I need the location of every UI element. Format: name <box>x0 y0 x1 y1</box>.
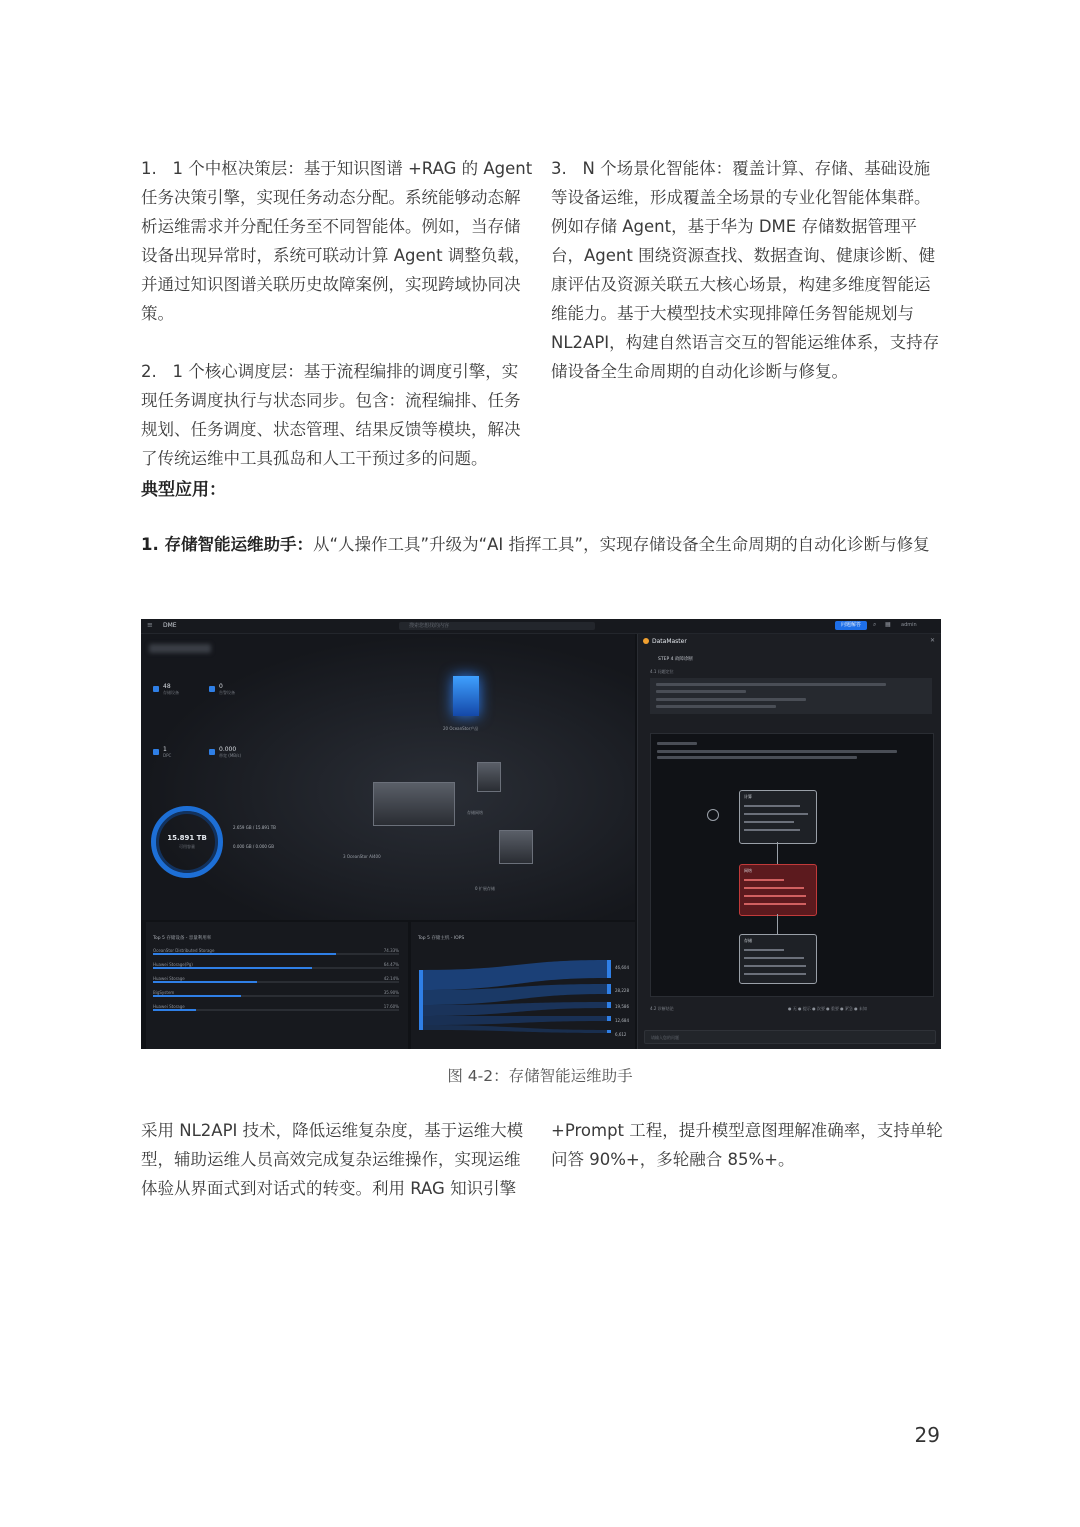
datamaster-logo-icon <box>643 638 649 644</box>
iops-sankey <box>417 950 617 1040</box>
top5-storage-panel <box>146 922 408 1049</box>
metric-alerts: 0 告警设备 <box>219 683 235 695</box>
metric-dpc: 1 DPC <box>163 746 172 758</box>
storage-node[interactable]: 存储 <box>739 934 817 984</box>
dpc-icon <box>153 749 159 755</box>
menu-icon[interactable]: ≡ <box>147 621 153 629</box>
application-text: 从“人操作工具”升级为“AI 指挥工具”，实现存储设备全生命周期的自动化诊断与修复 <box>313 535 930 554</box>
network-node-alert[interactable]: 网络 <box>739 864 817 916</box>
datamaster-title: DataMaster <box>652 638 687 645</box>
diagnosis-flow <box>650 733 934 997</box>
topology-tag-2: 存储网络 <box>467 810 483 815</box>
topology-tag-3: 3 OceanStor AI400 <box>343 854 381 859</box>
capacity-value: 15.891 TB <box>167 834 207 842</box>
app-name: DME <box>163 622 177 629</box>
application-lead: 1. 存储智能运维助手： <box>141 535 313 554</box>
paragraph-prompt: +Prompt 工程，提升模型意图理解准确率，支持单轮问答 90%+，多轮融合 85%+。 <box>551 1121 943 1169</box>
diagnosis-summary <box>650 678 932 714</box>
page-number: 29 <box>914 1423 940 1447</box>
search-input[interactable]: 搜索您想找的内容 <box>399 622 595 630</box>
top5-storage-title: Top 5 存储设备 - 容量利用率 <box>153 936 212 941</box>
capacity-label: 可用容量 <box>179 844 195 849</box>
datamaster-panel <box>637 634 941 1049</box>
top5-host-panel <box>411 922 635 1049</box>
storage-bar-row[interactable]: OceanStor Distributed Storage 74.33% <box>153 948 399 953</box>
storage-icon <box>153 686 159 692</box>
storage-bar-row[interactable]: Huawei Storage(Pg) 64.47% <box>153 962 399 967</box>
host-value: 28,228 <box>615 988 629 993</box>
host-value: 6,612 <box>615 1032 627 1037</box>
capacity-legend-1: 2.659 GB / 15.891 TB <box>233 825 276 830</box>
topology-tag-4: 0 扩展存储 <box>475 886 495 891</box>
paragraph-core-scheduling: 2. 1 个核心调度层：基于流程编排的调度引擎，实现任务调度执行与状态同步。包含：流程编排、任务规划、任务调度、状态管理、结果反馈等模块，解决了传统运维中工具孤岛和人工干预过多的问题。 <box>141 362 521 468</box>
figure-screenshot <box>141 619 941 1049</box>
right-column-bottom <box>551 1116 943 1174</box>
blurred-title <box>149 644 211 653</box>
top-action-button[interactable]: 问题解答 <box>835 621 867 630</box>
application-item <box>141 530 941 559</box>
dashboard-panel <box>141 634 635 920</box>
grid-icon[interactable]: ▦ <box>885 621 891 628</box>
metric-bandwidth: 0.000 带宽 (MB/s) <box>219 746 242 758</box>
right-column-top <box>551 154 943 386</box>
host-value: 46,604 <box>615 965 629 970</box>
capacity-ring <box>151 806 223 878</box>
paragraph-scenario-agents: 3. N 个场景化智能体：覆盖计算、存储、基础设施等设备运维，形成覆盖全场景的专业化智能体集群。例如存储 Agent，基于华为 DME 存储数据管理平台，Agent 围绕资源查找、数据查询、健康诊断、健康评估及资源关联五大核心场景，构建多维度智能运维能力。基于大模型技术实现排障任务智能规划与 NL2API，构建自然语言交互的智能运维体系，支持存储设备全生命周期的自动化诊断与修复。 <box>551 159 940 381</box>
metric-storage: 48 存储设备 <box>163 683 179 695</box>
paragraph-central-decision: 1. 1 个中枢决策层：基于知识图谱 +RAG 的 Agent 任务决策引擎，实现任务动态分配。系统能够动态解析运维需求并分配任务至不同智能体。例如，当存储设备出现异常时，系统可联动计算 Agent 调整负载，并通过知识图谱关联历史故障案例，实现跨域协同决策。 <box>141 159 533 323</box>
app-top-bar <box>141 619 941 634</box>
host-value: 12,684 <box>615 1018 629 1023</box>
expansion-storage[interactable] <box>499 830 533 864</box>
source-node-icon[interactable] <box>707 809 719 821</box>
bandwidth-icon <box>209 749 215 755</box>
figure-caption: 图 4-2：存储智能运维助手 <box>447 1067 633 1085</box>
host-value: 19,586 <box>615 1004 629 1009</box>
compute-node[interactable]: 计算 <box>739 790 817 844</box>
topology-tag-1: 20 OceanStor产品 <box>443 726 479 731</box>
close-icon[interactable]: ✕ <box>930 637 936 644</box>
diagnosis-sub-1: 4.1 问题定位 <box>650 669 674 674</box>
section-heading: 典型应用： <box>141 480 226 500</box>
diagnosis-step: STEP 4 故障诊断 <box>658 657 693 662</box>
server-cluster[interactable] <box>373 782 455 826</box>
diagnosis-sub-2: 4.2 诊断结论 <box>650 1006 674 1011</box>
paragraph-nl2api: 采用 NL2API 技术，降低运维复杂度，基于运维大模型，辅助运维人员高效完成复杂运维操作，实现运维体验从界面式到对话式的转变。利用 RAG 知识引擎 <box>141 1121 524 1198</box>
storage-bar-row[interactable]: BigSystem 35.90% <box>153 990 399 995</box>
chat-input[interactable]: 请输入您的问题 <box>644 1030 936 1044</box>
storage-bar-row[interactable]: Huawei Storage 17.60% <box>153 1004 399 1009</box>
topology-tower[interactable] <box>453 676 479 716</box>
user-name[interactable]: admin <box>901 622 917 628</box>
capacity-legend-2: 0.000 GB / 0.000 GB <box>233 844 275 849</box>
search-icon[interactable]: ⌕ <box>873 621 877 628</box>
network-node[interactable] <box>477 762 501 792</box>
severity-legend: ● 无 ● 提示 ● 次要 ● 重要 ● 紧急 ● 未知 <box>788 1006 867 1011</box>
left-column-top <box>141 154 533 473</box>
alert-device-icon <box>209 686 215 692</box>
storage-bar-row[interactable]: Huawei Storage 42.14% <box>153 976 399 981</box>
top5-host-title: Top 5 存储主机 - IOPS <box>418 936 465 941</box>
left-column-bottom <box>141 1116 533 1203</box>
